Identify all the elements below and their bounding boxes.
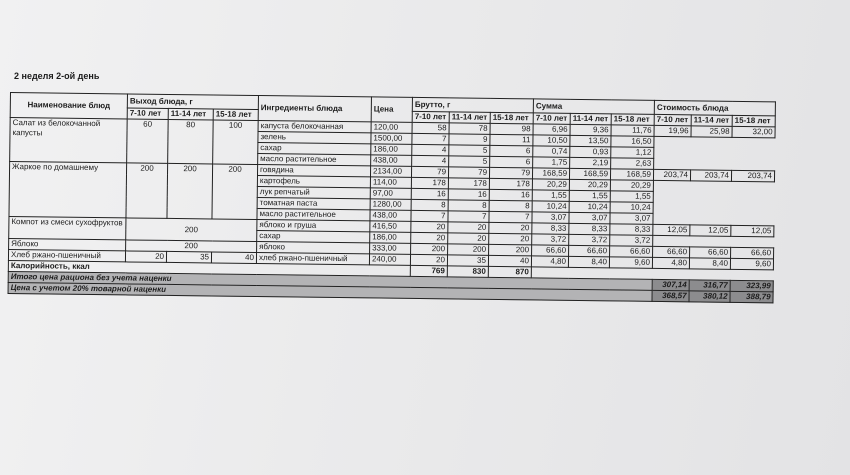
cost-value: 8,40 xyxy=(689,258,730,270)
gross-value: 7 xyxy=(489,211,532,223)
sum-value: 66,60 xyxy=(532,245,569,256)
ingredient-price: 1500,00 xyxy=(371,133,412,145)
ingredient-price: 438,00 xyxy=(371,155,412,167)
gross-value: 20 xyxy=(410,254,447,265)
dish-name: Жаркое по домашнему xyxy=(9,162,127,218)
sum-value: 20,29 xyxy=(569,179,610,191)
sum-value: 8,33 xyxy=(610,224,653,236)
ingredient-name: капуста белокочанная xyxy=(258,121,371,133)
empty-cell xyxy=(653,180,775,225)
gross-value: 58 xyxy=(412,122,449,133)
sum-value: 10,50 xyxy=(533,135,570,146)
dish-name: Компот из смеси сухофруктов xyxy=(9,216,126,239)
gross-value: 200 xyxy=(448,244,489,256)
sum-value: 20,29 xyxy=(532,179,569,190)
sum-value: 10,24 xyxy=(569,201,610,213)
gross-value: 7 xyxy=(448,211,489,223)
age-col: 7-10 лет xyxy=(127,108,168,120)
ingredient-name: яблоко xyxy=(257,242,370,254)
sum-value: 0,93 xyxy=(570,146,611,158)
menu-table xyxy=(8,92,776,303)
dish-yield: 200 xyxy=(126,163,168,218)
ingredient-name: лук репчатый xyxy=(257,187,370,199)
gross-value: 6 xyxy=(490,145,533,157)
sum-value: 6,96 xyxy=(533,124,570,135)
gross-value: 8 xyxy=(448,200,489,212)
dish-name: Салат из белокочанной капусты xyxy=(10,118,128,163)
total-no-markup-label: Итого цена рациона без учета наценки xyxy=(8,271,652,290)
ingredient-price: 120,00 xyxy=(371,122,412,134)
ingredient-price: 114,00 xyxy=(370,177,411,189)
ingredient-name: хлеб ржано-пшеничный xyxy=(256,253,369,265)
ingredient-price: 186,00 xyxy=(371,144,412,156)
ingredient-name: масло растительное xyxy=(258,154,371,166)
dish-name: Хлеб ржано-пшеничный xyxy=(8,249,125,261)
sum-value: 9,60 xyxy=(609,257,652,269)
header-sum: Сумма xyxy=(533,99,654,114)
gross-value: 40 xyxy=(488,255,531,267)
ingredient-name: сахар xyxy=(257,231,370,243)
header-dish: Наименование блюд xyxy=(10,93,127,119)
cost-value: 203,74 xyxy=(653,169,690,180)
sum-value: 1,55 xyxy=(610,191,653,203)
gross-value: 178 xyxy=(489,178,532,190)
dish-yield: 80 xyxy=(168,119,214,164)
ingredient-name: сахар xyxy=(258,143,371,155)
sum-value: 168,59 xyxy=(569,168,610,180)
ingredient-name: томатная паста xyxy=(257,198,370,210)
age-col: 11-14 лет xyxy=(168,108,213,120)
gross-value: 4 xyxy=(412,155,449,166)
dish-yield: 200 xyxy=(167,163,213,219)
calories-value: 769 xyxy=(410,265,447,276)
sum-value: 3,72 xyxy=(610,235,653,247)
gross-value: 178 xyxy=(448,178,489,190)
dish-yield: 200 xyxy=(126,218,257,242)
cost-value: 25,98 xyxy=(691,126,732,138)
sum-value: 3,72 xyxy=(532,234,569,245)
total-value: 307,14 xyxy=(652,279,689,290)
age-col: 11-14 лет xyxy=(570,113,611,125)
cost-value: 32,00 xyxy=(732,126,775,138)
header-ingredients: Ингредиенты блюда xyxy=(258,96,371,122)
gross-value: 16 xyxy=(448,189,489,201)
gross-value: 5 xyxy=(449,156,490,168)
header-cost: Стоимость блюда xyxy=(654,100,775,115)
sum-value: 66,60 xyxy=(610,246,653,258)
age-col: 15-18 лет xyxy=(611,114,654,126)
header-gross: Брутто, г xyxy=(412,97,533,112)
gross-value: 8 xyxy=(489,200,532,212)
total-with-markup-label: Цена с учетом 20% товарной наценки xyxy=(8,282,652,301)
ingredient-name: картофель xyxy=(257,176,370,188)
sum-value: 10,24 xyxy=(610,202,653,214)
sum-value: 4,80 xyxy=(531,256,568,267)
sum-value: 16,50 xyxy=(611,136,654,148)
cost-value: 203,74 xyxy=(731,170,774,182)
gross-value: 20 xyxy=(411,221,448,232)
ingredient-name: говядина xyxy=(257,165,370,177)
age-col: 7-10 лет xyxy=(412,111,449,122)
gross-value: 79 xyxy=(448,167,489,179)
ingredient-name: зелень xyxy=(258,132,371,144)
sum-value: 3,07 xyxy=(569,212,610,224)
age-col: 7-10 лет xyxy=(654,114,691,125)
ingredient-price: 416,50 xyxy=(370,221,411,233)
sum-value: 3,72 xyxy=(569,234,610,246)
sum-value: 1,55 xyxy=(569,190,610,202)
cost-value: 66,60 xyxy=(731,247,774,259)
age-col: 11-14 лет xyxy=(449,112,490,124)
gross-value: 6 xyxy=(490,156,533,168)
gross-value: 20 xyxy=(448,222,489,234)
gross-value: 200 xyxy=(489,244,532,256)
dish-yield: 60 xyxy=(127,119,169,163)
dish-yield: 20 xyxy=(125,251,166,263)
sum-value: 20,29 xyxy=(610,180,653,192)
total-value: 368,57 xyxy=(652,290,689,301)
sum-value: 8,40 xyxy=(568,256,609,268)
sum-value: 1,55 xyxy=(532,190,569,201)
gross-value: 7 xyxy=(412,133,449,144)
age-col: 15-18 лет xyxy=(213,109,258,121)
header-row xyxy=(10,93,775,116)
dish-name: Яблоко xyxy=(9,238,126,250)
empty-cell xyxy=(654,136,775,170)
ingredient-price: 2134,00 xyxy=(370,166,411,178)
cost-value: 12,05 xyxy=(653,224,690,235)
calories-label: Калорийность, ккал xyxy=(8,260,410,276)
header-yield: Выход блюда, г xyxy=(127,94,258,110)
sum-value: 3,07 xyxy=(532,212,569,223)
gross-value: 200 xyxy=(411,243,448,254)
sum-value: 66,60 xyxy=(569,245,610,257)
cost-value: 66,60 xyxy=(653,246,690,257)
gross-value: 35 xyxy=(447,255,488,267)
sum-value: 8,33 xyxy=(532,223,569,234)
dish-yield: 100 xyxy=(213,120,259,165)
cost-value: 4,80 xyxy=(652,257,689,268)
sum-value: 1,12 xyxy=(611,147,654,159)
gross-value: 78 xyxy=(449,123,490,135)
sum-value: 2,63 xyxy=(611,158,654,170)
calories-value: 870 xyxy=(488,266,531,278)
header-price: Цена xyxy=(371,97,412,122)
gross-value: 178 xyxy=(411,177,448,188)
total-value: 380,12 xyxy=(689,291,730,303)
sum-value: 9,36 xyxy=(570,124,611,136)
page-title: 2 неделя 2-ой день xyxy=(14,71,100,81)
sum-value: 2,19 xyxy=(570,157,611,169)
sum-value: 3,07 xyxy=(610,213,653,225)
gross-value: 8 xyxy=(411,199,448,210)
total-value: 388,79 xyxy=(730,291,773,303)
cost-value: 19,96 xyxy=(654,125,691,136)
calories-value: 830 xyxy=(447,266,488,278)
ingredient-price: 186,00 xyxy=(370,232,411,244)
gross-value: 16 xyxy=(489,189,532,201)
sum-value: 168,59 xyxy=(610,169,653,181)
dish-yield: 200 xyxy=(212,164,258,220)
ingredient-price: 1280,00 xyxy=(370,199,411,211)
dish-yield: 35 xyxy=(166,251,211,263)
gross-value: 4 xyxy=(412,144,449,155)
sum-value: 8,33 xyxy=(569,223,610,235)
gross-value: 20 xyxy=(448,233,489,245)
dish-yield: 40 xyxy=(211,252,256,264)
sum-value: 10,24 xyxy=(532,201,569,212)
total-value: 316,77 xyxy=(689,280,730,292)
ingredient-name: масло растительное xyxy=(257,209,370,221)
ingredient-name: яблоко и груша xyxy=(257,220,370,232)
gross-value: 9 xyxy=(449,134,490,146)
age-col: 7-10 лет xyxy=(533,113,570,124)
ingredient-price: 333,00 xyxy=(370,243,411,255)
gross-value: 20 xyxy=(411,232,448,243)
gross-value: 5 xyxy=(449,145,490,157)
cost-value: 66,60 xyxy=(690,247,731,259)
gross-value: 79 xyxy=(489,167,532,179)
dish-yield: 200 xyxy=(126,240,257,253)
total-value: 323,99 xyxy=(730,280,773,292)
sum-value: 168,59 xyxy=(532,168,569,179)
gross-value: 7 xyxy=(411,210,448,221)
cost-value: 9,60 xyxy=(730,258,773,270)
sum-value: 0,74 xyxy=(533,146,570,157)
cost-value: 12,05 xyxy=(690,225,731,237)
age-col: 11-14 лет xyxy=(691,115,732,127)
sum-value: 1,75 xyxy=(533,157,570,168)
age-col: 15-18 лет xyxy=(732,115,775,127)
sum-value: 13,50 xyxy=(570,135,611,147)
ingredient-price: 438,00 xyxy=(370,210,411,222)
cost-value: 12,05 xyxy=(731,225,774,237)
ingredient-price: 97,00 xyxy=(370,188,411,200)
gross-value: 16 xyxy=(411,188,448,199)
gross-value: 20 xyxy=(489,233,532,245)
gross-value: 79 xyxy=(411,166,448,177)
gross-value: 20 xyxy=(489,222,532,234)
ingredient-price: 240,00 xyxy=(369,254,410,266)
gross-value: 11 xyxy=(490,134,533,146)
cost-value: 203,74 xyxy=(690,170,731,182)
sum-value: 11,76 xyxy=(611,125,654,137)
age-col: 15-18 лет xyxy=(490,112,533,124)
gross-value: 98 xyxy=(490,123,533,135)
